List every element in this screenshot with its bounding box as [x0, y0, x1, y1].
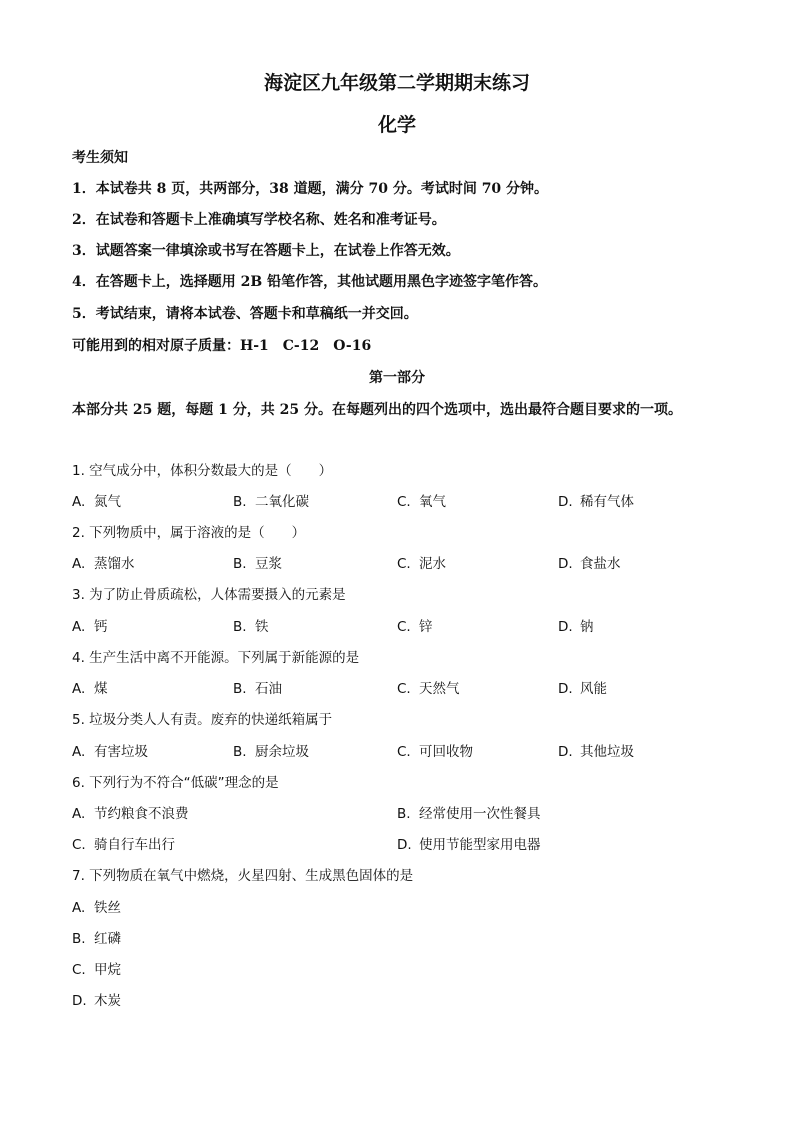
question-4-options — [72, 679, 732, 699]
question-1-stem: 1. 空气成分中，体积分数最大的是（ ） — [72, 463, 333, 479]
part1-heading: 第一部分 — [369, 370, 425, 386]
option-b: B. 铁 — [233, 619, 269, 635]
question-2-options — [72, 554, 732, 574]
question-6-options-row1 — [72, 804, 732, 824]
question-3-stem: 3. 为了防止骨质疏松，人体需要摄入的元素是 — [72, 587, 346, 603]
option-a: A. 铁丝 — [72, 900, 121, 916]
option-d: D. 钠 — [558, 619, 594, 635]
option-a: A. 钙 — [72, 619, 108, 635]
option-d: D. 稀有气体 — [558, 494, 634, 510]
option-d: D. 木炭 — [72, 993, 121, 1009]
option-b: B. 红磷 — [72, 931, 121, 947]
question-7-option-a — [72, 898, 732, 918]
option-b: B. 厨余垃圾 — [233, 744, 309, 760]
option-c: C. 锌 — [397, 619, 433, 635]
option-a: A. 节约粮食不浪费 — [72, 806, 189, 822]
question-4-stem: 4. 生产生活中离不开能源。下列属于新能源的是 — [72, 650, 360, 666]
atomic-mass-note: 可能用到的相对原子质量：H-1 C-12 O-16 — [72, 338, 372, 354]
option-a: A. 有害垃圾 — [72, 744, 148, 760]
option-c: C. 可回收物 — [397, 744, 473, 760]
question-5-stem: 5. 垃圾分类人人有责。废弃的快递纸箱属于 — [72, 712, 333, 728]
option-d: D. 其他垃圾 — [558, 744, 634, 760]
question-6-stem: 6. 下列行为不符合“低碳”理念的是 — [72, 775, 279, 791]
question-2-stem: 2. 下列物质中，属于溶液的是（ ） — [72, 525, 306, 541]
option-b: B. 经常使用一次性餐具 — [397, 806, 541, 822]
option-c: C. 甲烷 — [72, 962, 121, 978]
question-7-stem: 7. 下列物质在氧气中燃烧，火星四射、生成黑色固体的是 — [72, 868, 414, 884]
notice-item: 5．考试结束，请将本试卷、答题卡和草稿纸一并交回。 — [72, 306, 418, 322]
exam-title: 海淀区九年级第二学期期末练习 — [263, 72, 530, 94]
question-5-options — [72, 742, 732, 762]
part1-instructions: 本部分共 25 题，每题 1 分，共 25 分。在每题列出的四个选项中，选出最符合题目要求的一项。 — [72, 402, 682, 418]
option-d: D. 风能 — [558, 681, 607, 697]
option-b: B. 石油 — [233, 681, 282, 697]
notice-item: 3．试题答案一律填涂或书写在答题卡上，在试卷上作答无效。 — [72, 243, 460, 259]
option-c: C. 天然气 — [397, 681, 460, 697]
question-7-option-b — [72, 929, 732, 949]
option-d: D. 食盐水 — [558, 556, 621, 572]
option-c: C. 泥水 — [397, 556, 446, 572]
option-a: A. 煤 — [72, 681, 108, 697]
question-1-options — [72, 492, 732, 512]
option-a: A. 蒸馏水 — [72, 556, 135, 572]
notice-heading: 考生须知 — [72, 150, 128, 166]
option-a: A. 氮气 — [72, 494, 121, 510]
question-6-options-row2 — [72, 835, 732, 855]
notice-item: 4．在答题卡上，选择题用 2B 铅笔作答，其他试题用黑色字迹签字笔作答。 — [72, 274, 548, 290]
question-7-option-c — [72, 960, 732, 980]
subject-title: 化学 — [377, 114, 416, 136]
option-b: B. 二氧化碳 — [233, 494, 309, 510]
question-7-option-d — [72, 991, 732, 1011]
option-b: B. 豆浆 — [233, 556, 282, 572]
notice-item: 2．在试卷和答题卡上准确填写学校名称、姓名和准考证号。 — [72, 212, 446, 228]
question-3-options — [72, 617, 732, 637]
option-c: C. 氧气 — [397, 494, 446, 510]
option-c: C. 骑自行车出行 — [72, 837, 175, 853]
option-d: D. 使用节能型家用电器 — [397, 837, 541, 853]
notice-item: 1．本试卷共 8 页，共两部分，38 道题，满分 70 分。考试时间 70 分钟。 — [72, 181, 549, 197]
